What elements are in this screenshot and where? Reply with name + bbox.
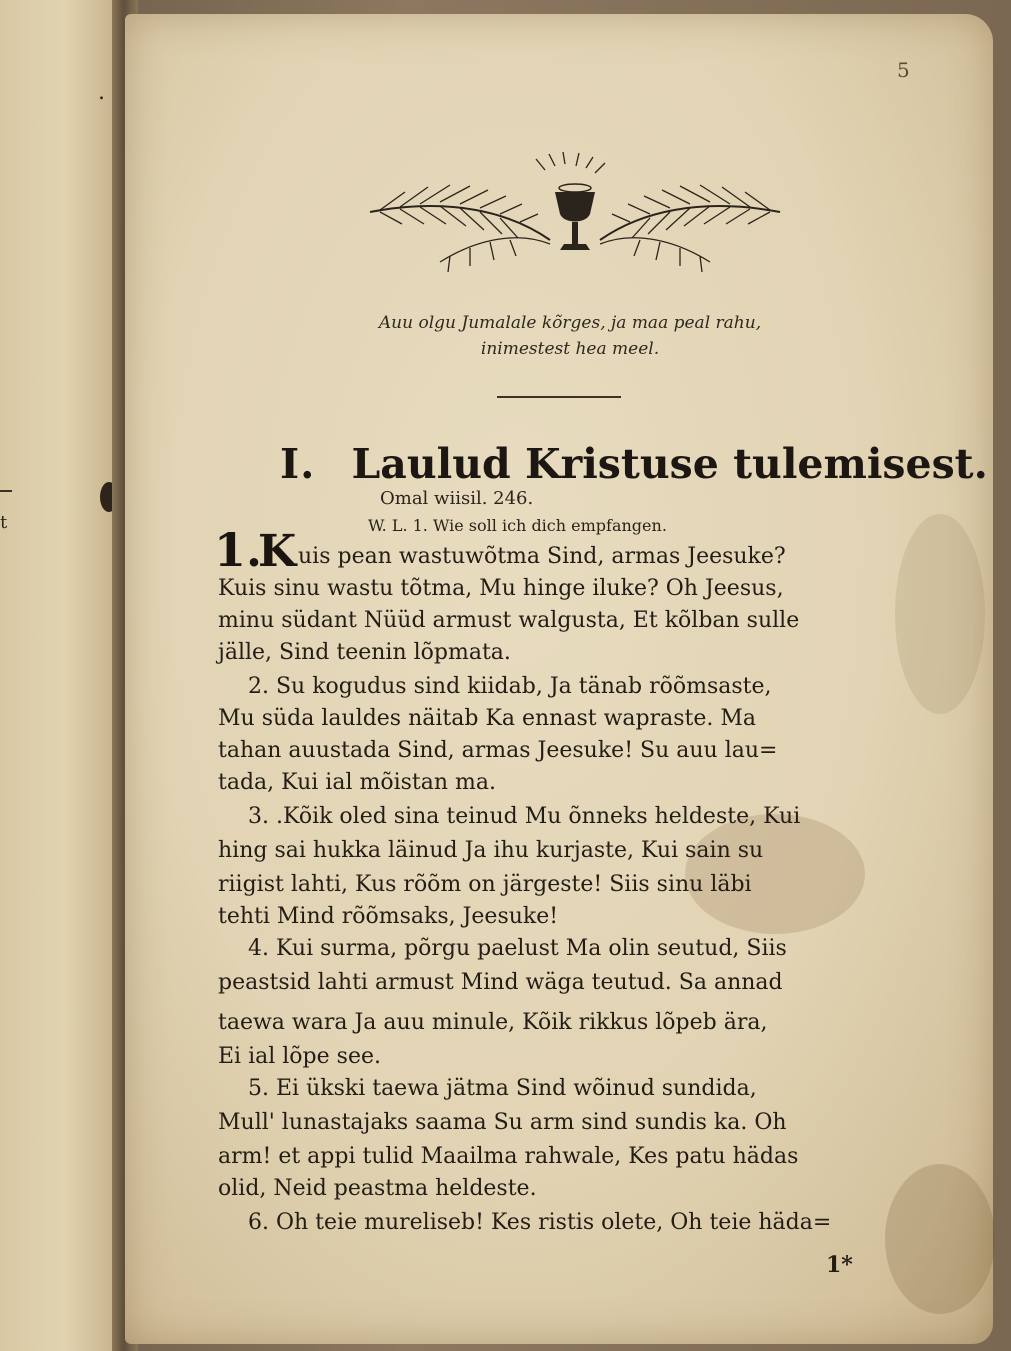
left-margin-mark: . [98,80,105,105]
text-line: uis pean wastuwõtma Sind, armas Jeesuke? [298,544,786,569]
left-margin-letter: t [0,512,8,533]
page-stain [895,514,985,714]
page-stain [885,1164,995,1314]
text-line: peastsid lahti armust Mind wäga teutud. Sa annad [218,970,783,995]
text-line: 5. Ei ükski taewa jätma Sind wõinud sundida, [248,1076,757,1101]
left-margin-dash [0,490,12,492]
text-line: riigist lahti, Kus rõõm on järgeste! Siis sinu läbi [218,872,752,897]
drop-capital: K [258,526,297,577]
text-line: tada, Kui ial mõistan ma. [218,770,496,795]
signature-mark: 1* [826,1252,853,1278]
text-line: olid, Neid peastma heldeste. [218,1176,537,1201]
text-line: Ei ial lõpe see. [218,1044,381,1069]
motto-text [300,310,840,362]
separator-rule [497,396,621,398]
chalice-palm-ornament [360,152,790,282]
text-line: minu südant Nüüd armust walgusta, Et kõlban sulle [218,608,800,633]
text-line: tehti Mind rõõmsaks, Jeesuke! [218,904,559,929]
page-number: 5 [897,58,910,82]
text-line: 4. Kui surma, põrgu paelust Ma olin seutud, Siis [248,936,787,961]
section-heading [280,436,988,492]
text-line: Mu süda lauldes näitab Ka ennast wapraste. Ma [218,706,757,731]
hymn-reference: W. L. 1. Wie soll ich dich empfangen. [368,516,667,535]
left-page-edge [0,0,128,1351]
text-line: taewa wara Ja auu minule, Kõik rikkus lõpeb ära, [218,1010,768,1035]
text-line: 3. .Kõik oled sina teinud Mu õnneks heldeste, Kui [248,804,801,829]
text-line: hing sai hukka läinud Ja ihu kurjaste, Kui sain su [218,838,764,863]
text-line: 2. Su kogudus sind kiidab, Ja tänab rõõmsaste, [248,674,772,699]
text-line: arm! et appi tulid Maailma rahwale, Kes patu hädas [218,1144,799,1169]
section-title: Laulud Kristuse tulemisest. [351,440,988,488]
motto-line: inimestest hea meel. [480,339,660,359]
tune-indication: Omal wiisil. 246. [380,488,534,509]
text-line: Mull' lunastajaks saama Su arm sind sundis ka. Oh [218,1110,787,1135]
text-line: 6. Oh teie mureliseb! Kes ristis olete, Oh teie häda= [248,1210,832,1235]
motto-line: Auu olgu Jumalale kõrges, ja maa peal rahu, [378,313,762,333]
text-line: jälle, Sind teenin lõpmata. [218,640,511,665]
text-line: Kuis sinu wastu tõtma, Mu hinge iluke? Oh Jeesus, [218,576,784,601]
text-line: tahan auustada Sind, armas Jeesuke! Su auu lau= [218,738,778,763]
verse-number: 1. [214,523,263,577]
section-number: I. [280,440,316,488]
